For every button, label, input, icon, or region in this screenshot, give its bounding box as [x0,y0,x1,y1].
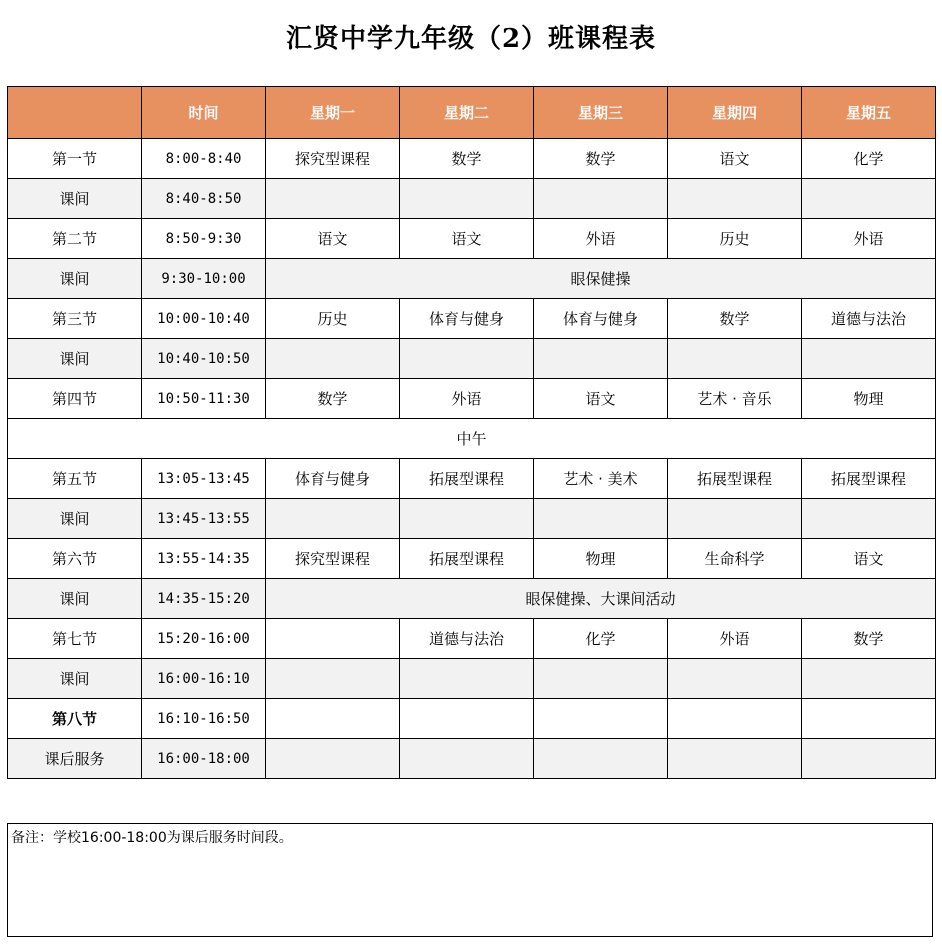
class-cell: 外语 [400,379,534,419]
class-cell: 拓展型课程 [400,539,534,579]
table-row [8,499,936,539]
class-cell: 探究型课程 [266,139,400,179]
class-cell: 语文 [534,379,668,419]
class-cell [400,339,534,379]
period-label: 课间 [8,499,142,539]
class-cell: 外语 [802,219,936,259]
class-cell [266,339,400,379]
table-row [8,619,936,659]
period-label: 课间 [8,339,142,379]
class-cell [534,179,668,219]
class-cell [534,499,668,539]
period-time: 16:00-16:10 [142,659,266,699]
class-cell [400,659,534,699]
lunch-row [8,419,936,459]
class-cell: 外语 [534,219,668,259]
class-cell [668,739,802,779]
class-cell: 体育与健身 [534,299,668,339]
period-time: 13:55-14:35 [142,539,266,579]
period-time: 13:45-13:55 [142,499,266,539]
period-time: 8:50-9:30 [142,219,266,259]
period-time: 9:30-10:00 [142,259,266,299]
table-row [8,219,936,259]
class-cell [668,699,802,739]
class-cell: 体育与健身 [400,299,534,339]
table-row [8,259,936,299]
class-cell: 拓展型课程 [802,459,936,499]
class-cell [668,179,802,219]
class-cell [266,739,400,779]
class-cell [266,699,400,739]
class-cell: 语文 [400,219,534,259]
header-corner [8,87,142,139]
table-row [8,579,936,619]
period-time: 13:05-13:45 [142,459,266,499]
class-cell: 化学 [534,619,668,659]
class-cell: 外语 [668,619,802,659]
period-time: 16:10-16:50 [142,699,266,739]
class-cell [802,499,936,539]
class-cell [802,179,936,219]
period-time: 8:00-8:40 [142,139,266,179]
table-row [8,339,936,379]
class-cell [802,699,936,739]
class-cell: 物理 [534,539,668,579]
table-row [8,699,936,739]
header-row [8,87,936,139]
merged-activity-cell: 眼保健操 [266,259,936,299]
header-day-thu: 星期四 [668,87,802,139]
class-cell: 道德与法治 [802,299,936,339]
class-cell [668,499,802,539]
period-label: 课间 [8,659,142,699]
class-cell [266,179,400,219]
class-cell [802,339,936,379]
class-cell: 拓展型课程 [400,459,534,499]
class-cell [802,659,936,699]
merged-activity-cell: 眼保健操、大课间活动 [266,579,936,619]
table-row [8,299,936,339]
period-label: 课间 [8,259,142,299]
period-label: 第五节 [8,459,142,499]
class-cell: 拓展型课程 [668,459,802,499]
period-label: 第七节 [8,619,142,659]
class-cell: 历史 [668,219,802,259]
period-time: 8:40-8:50 [142,179,266,219]
table-row [8,179,936,219]
period-time: 15:20-16:00 [142,619,266,659]
class-cell: 化学 [802,139,936,179]
table-row [8,139,936,179]
class-cell: 数学 [802,619,936,659]
class-cell: 数学 [534,139,668,179]
class-cell [266,659,400,699]
period-time: 10:00-10:40 [142,299,266,339]
period-time: 16:00-18:00 [142,739,266,779]
class-cell: 探究型课程 [266,539,400,579]
class-cell: 艺术 · 美术 [534,459,668,499]
period-label: 第二节 [8,219,142,259]
class-cell [400,739,534,779]
header-day-wed: 星期三 [534,87,668,139]
class-cell: 道德与法治 [400,619,534,659]
class-cell: 语文 [266,219,400,259]
table-row [8,539,936,579]
period-label: 第三节 [8,299,142,339]
header-day-fri: 星期五 [802,87,936,139]
class-cell: 语文 [802,539,936,579]
class-cell [400,179,534,219]
class-cell: 体育与健身 [266,459,400,499]
class-cell [534,739,668,779]
period-label: 课后服务 [8,739,142,779]
period-label: 第八节 [8,699,142,739]
table-row [8,739,936,779]
class-cell [534,339,668,379]
header-day-tue: 星期二 [400,87,534,139]
class-cell: 语文 [668,139,802,179]
period-label: 第四节 [8,379,142,419]
class-cell [802,739,936,779]
lunch-cell: 中午 [8,419,936,459]
header-time: 时间 [142,87,266,139]
class-cell: 生命科学 [668,539,802,579]
class-cell [534,659,668,699]
class-cell [266,499,400,539]
class-cell: 物理 [802,379,936,419]
remarks-box: 备注：学校16:00-18:00为课后服务时间段。 [7,823,933,937]
period-time: 14:35-15:20 [142,579,266,619]
class-cell [534,699,668,739]
period-time: 10:40-10:50 [142,339,266,379]
period-label: 课间 [8,179,142,219]
period-time: 10:50-11:30 [142,379,266,419]
table-row [8,379,936,419]
class-cell [668,339,802,379]
period-label: 课间 [8,579,142,619]
class-cell [400,699,534,739]
class-cell: 数学 [400,139,534,179]
page-title: 汇贤中学九年级（2）班课程表 [285,24,657,54]
class-cell [266,619,400,659]
header-day-mon: 星期一 [266,87,400,139]
class-cell [668,659,802,699]
class-cell [400,499,534,539]
period-label: 第一节 [8,139,142,179]
class-cell: 数学 [266,379,400,419]
class-cell: 数学 [668,299,802,339]
period-label: 第六节 [8,539,142,579]
class-cell: 历史 [266,299,400,339]
table-row [8,659,936,699]
class-cell: 艺术 · 音乐 [668,379,802,419]
table-row [8,459,936,499]
timetable [7,86,936,779]
